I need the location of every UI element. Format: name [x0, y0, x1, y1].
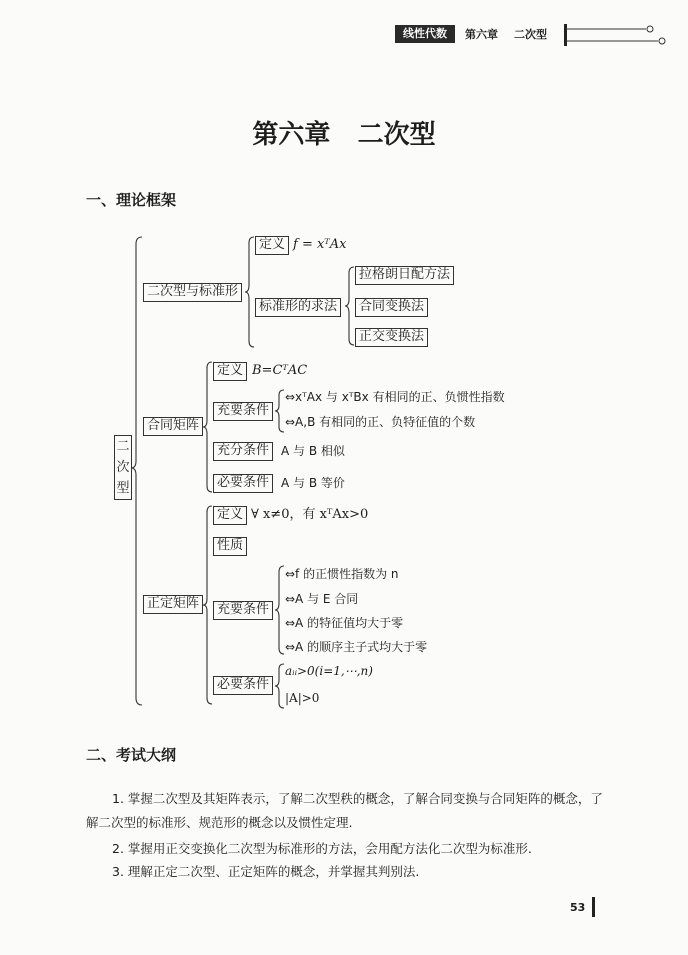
b1-definition-text: f = xᵀAx [293, 237, 347, 252]
outline-paragraph-1: 1. 掌握二次型及其矩阵表示，了解二次型秩的概念，了解合同变换与合同矩阵的概念，了解二次型的标准形、规范形的概念以及惯性定理. [86, 791, 603, 830]
page-number: 53 [570, 901, 586, 914]
b2-nec-suf-tag: 充要条件 [213, 402, 273, 421]
b3-nec-suf-tag: 充要条件 [213, 601, 273, 620]
method-orthogonal-transform: 正交变换法 [355, 328, 428, 347]
b2-suf-tag: 充分条件 [213, 442, 273, 461]
b3-definition-tag: 定义 [213, 506, 247, 525]
b3-nec-suf-item-3: ⇔A 的特征值均大于零 [285, 616, 404, 630]
header-chapter: 第六章 [465, 28, 498, 41]
branch-congruent-matrix-node: 合同矩阵 [143, 417, 203, 436]
section-heading-framework: 一、理论框架 [86, 191, 177, 209]
outline-paragraph-3: 3. 理解正定二次型、正定矩阵的概念，并掌握其判别法. [112, 864, 420, 879]
b3-nec-suf-item-4: ⇔A 的顺序主子式均大于零 [285, 640, 428, 654]
b3-definition-text: ∀ x≠0，有 xᵀAx>0 [251, 507, 369, 522]
b2-suf-text: A 与 B 相似 [281, 444, 345, 458]
branch-positive-definite-node: 正定矩阵 [143, 595, 203, 614]
b2-definition-text: B=CᵀAC [252, 363, 308, 378]
section-heading-outline: 二、考试大纲 [86, 746, 177, 764]
root-node: 二 次 型 [114, 435, 132, 500]
header-book-tag: 线性代数 [395, 25, 455, 43]
branch-quadratic-form-node: 二次型与标准形 [143, 283, 242, 302]
b3-nec-item-1: aᵢᵢ>0(i=1,⋯,n) [285, 664, 373, 678]
b2-nec-text: A 与 B 等价 [281, 476, 345, 490]
b2-definition-tag: 定义 [213, 362, 247, 381]
b2-nec-suf-item-2: ⇔A,B 有相同的正、负特征值的个数 [285, 415, 476, 429]
root-brace [130, 236, 144, 706]
header-decoration [566, 24, 666, 46]
header-topic: 二次型 [514, 28, 547, 41]
b3-nec-item-2: |A|>0 [285, 691, 320, 705]
b1-definition-tag: 定义 [255, 236, 289, 255]
method-lagrange: 拉格朗日配方法 [355, 266, 454, 285]
b3-nec-tag: 必要条件 [213, 676, 273, 695]
b2-nec-suf-item-1: ⇔xᵀAx 与 xᵀBx 有相同的正、负惯性指数 [285, 390, 505, 404]
b1-method-tag: 标准形的求法 [255, 298, 341, 317]
b3-property-tag: 性质 [213, 537, 247, 556]
outline-paragraph-2: 2. 掌握用正交变换化二次型为标准形的方法，会用配方法化二次型为标准形. [112, 841, 532, 856]
b3-nec-suf-item-1: ⇔f 的正惯性指数为 n [285, 567, 399, 581]
chapter-title: 第六章 二次型 [252, 120, 436, 150]
page-number-bar [592, 897, 595, 917]
b2-nec-tag: 必要条件 [213, 474, 273, 493]
b3-nec-suf-item-2: ⇔A 与 E 合同 [285, 592, 359, 606]
method-congruent-transform: 合同变换法 [355, 298, 428, 317]
